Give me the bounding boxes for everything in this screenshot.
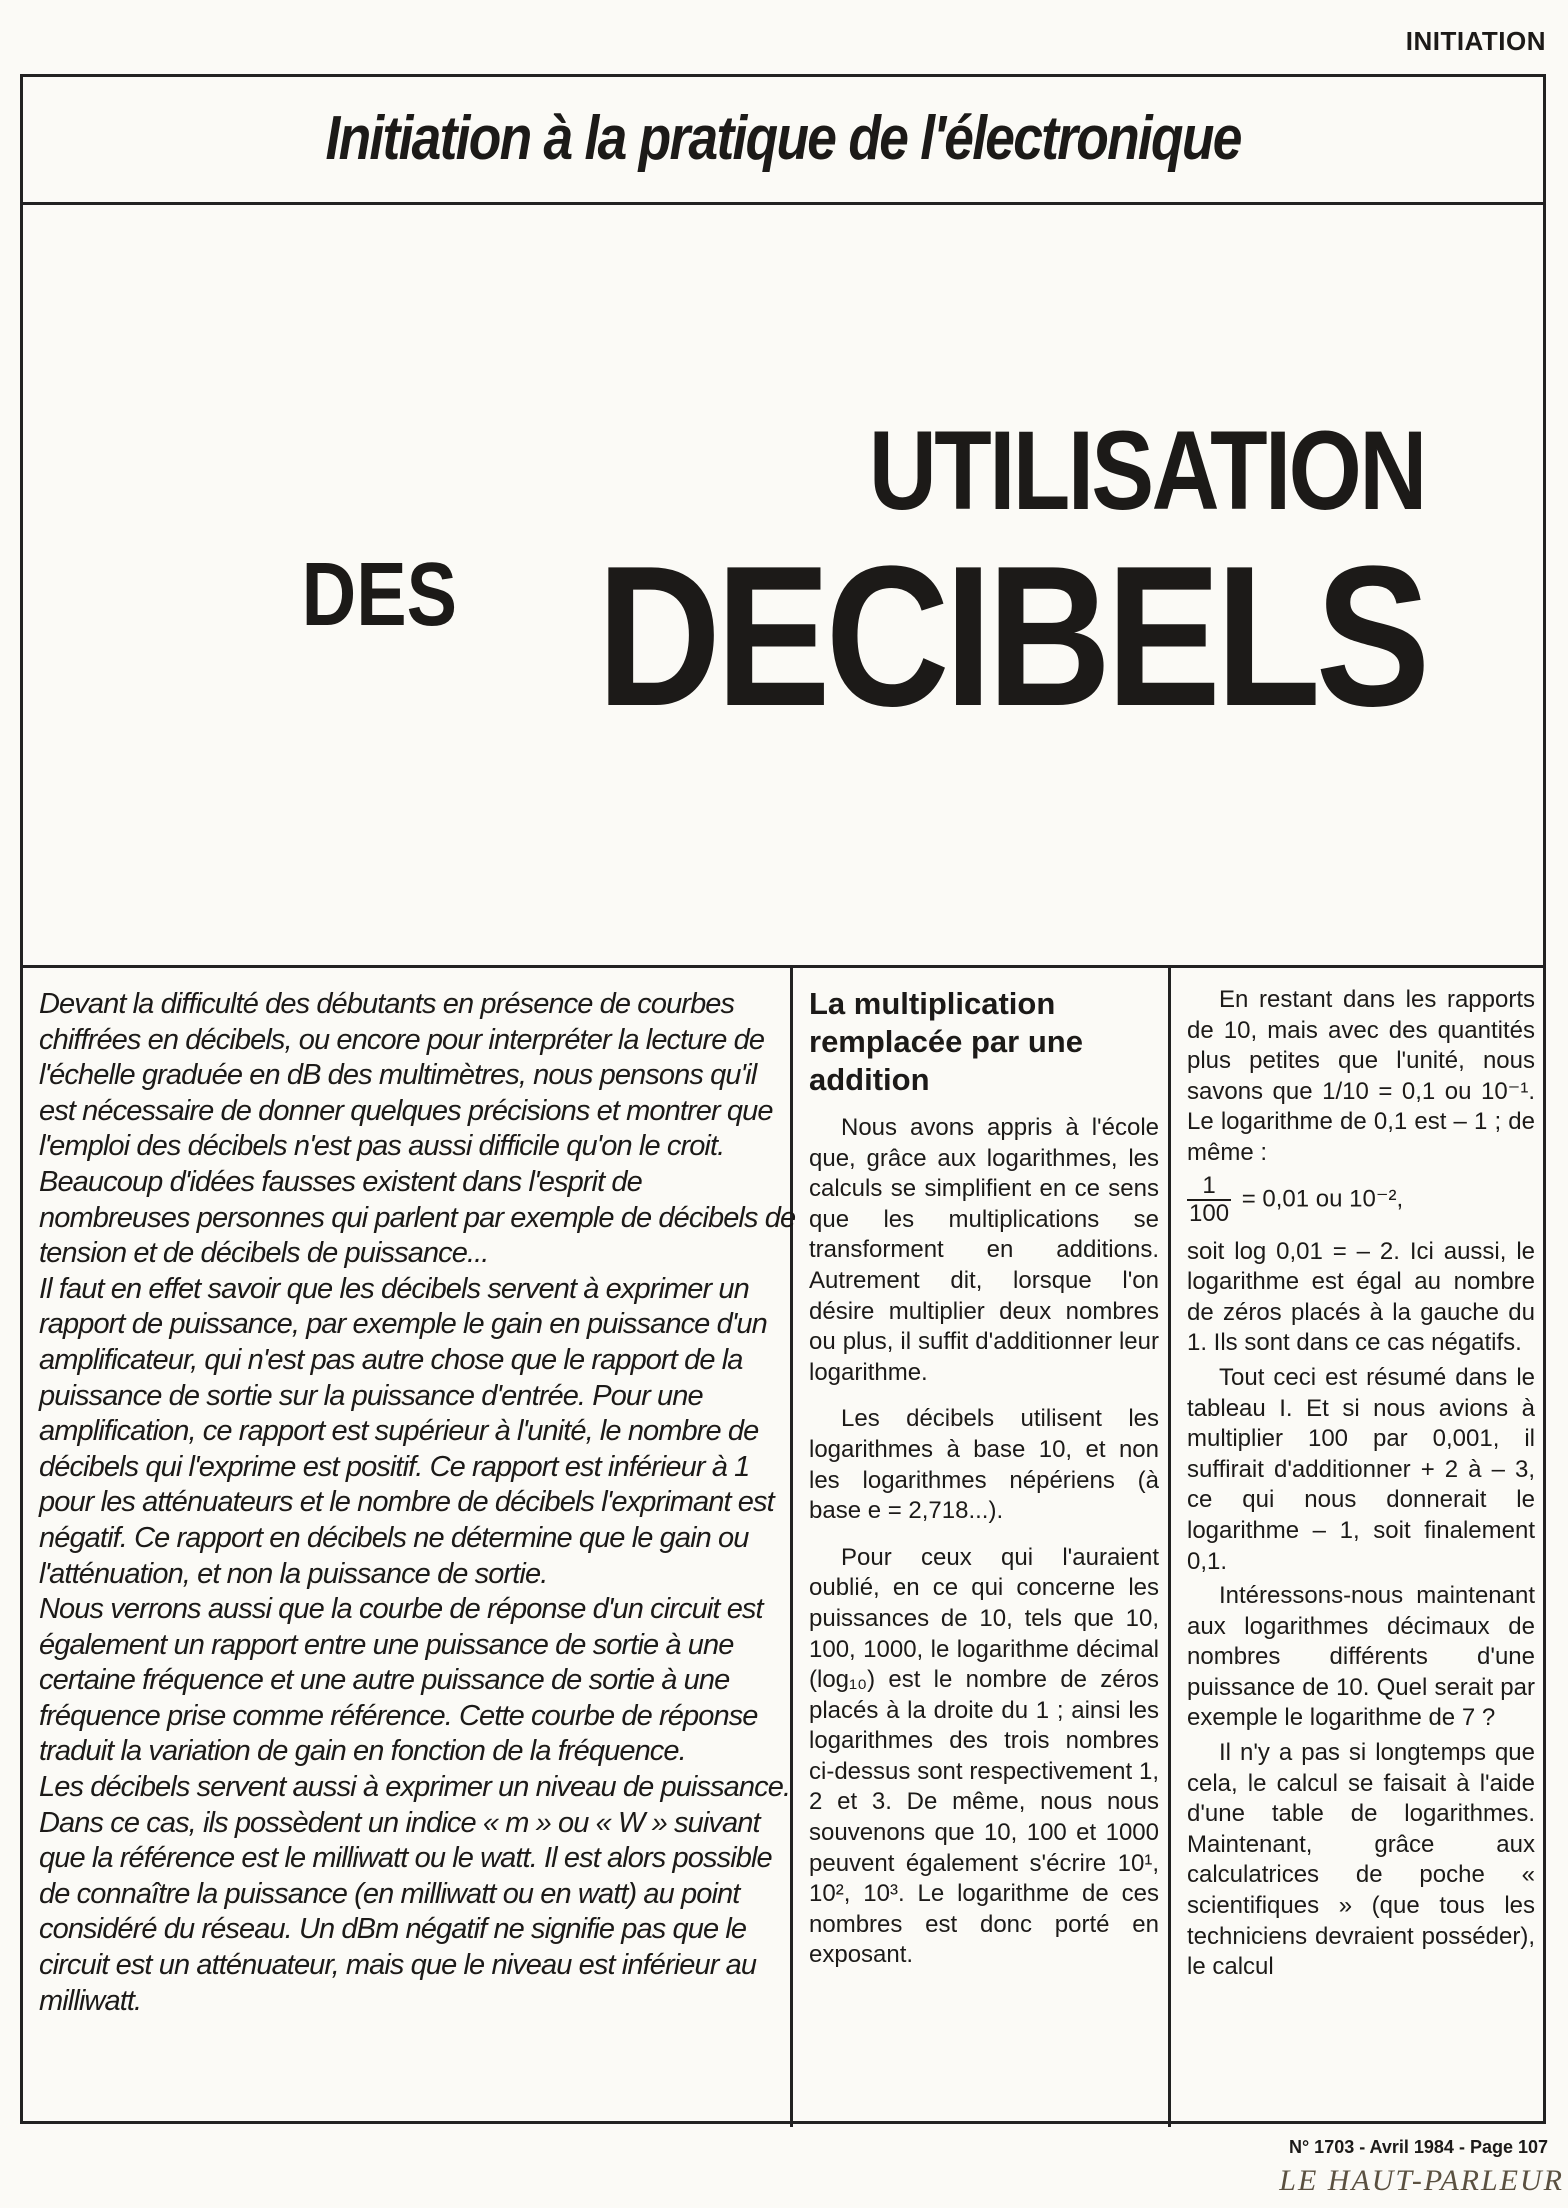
section-label: INITIATION <box>1405 26 1546 56</box>
fraction-numerator: 1 <box>1187 1173 1231 1201</box>
title-prefix: DES <box>301 545 458 645</box>
intro-paragraph: Nous verrons aussi que la courbe de réponse d'un circuit est également un rapport entre une puissance de sortie à une certaine fréquence et une autre puissance de sortie à une fréquence prise comme référence. Cette courbe de réponse traduit la variation de gain en fonction de la fréquence. <box>39 1593 763 1768</box>
fraction-result: = 0,01 ou 10⁻², <box>1241 1184 1404 1212</box>
body-paragraph: Pour ceux qui l'auraient oublié, en ce qui concerne les puissances de 10, tels que 10, 100, 1000, le logarithme décimal (log₁₀) est le nombre de zéros placés à la droite du 1 ; ainsi les logarithmes des trois nombres ci-dessus sont respectivement 1, 2 et 3. De même, nous nous souvenons que 10, 100 et 1000 peuvent également s'écrire 10¹, 10², 10³. Le logarithme de ces nombres est donc porté en exposant. <box>809 1543 1159 1969</box>
section-heading: La multiplication remplacée par une addition <box>809 986 1083 1097</box>
body-column-2 <box>809 985 1159 1987</box>
column-divider-2 <box>1168 965 1171 2127</box>
handwritten-note: LE HAUT-PARLEUR <box>1279 2164 1564 2197</box>
kicker-title: Initiation à la pratique de l'électronique <box>325 104 1241 173</box>
body-paragraph: Les décibels utilisent les logarithmes à base 10, et non les logarithmes népériens (à base e = 2,718...). <box>809 1405 1159 1525</box>
article-frame <box>20 74 1546 2124</box>
body-paragraph: Il n'y a pas si longtemps que cela, le calcul se faisait à l'aide d'une table de logarithmes. Maintenant, grâce aux calculatrices de poche « scientifiques » (que tous les techniciens devraient posséder), le calcul <box>1187 1739 1535 1981</box>
intro-paragraph: Il faut en effet savoir que les décibels servent à exprimer un rapport de puissance, par exemple le gain en puissance d'un amplificateur, qui n'est pas autre chose que le rapport de la puissance de sortie sur la puissance d'entrée. Pour une amplification, ce rapport est supérieur à l'unité, le nombre de décibels qui l'exprime est positif. Ce rapport est inférieur à 1 pour les atténuateurs et le nombre de décibels l'exprimant est négatif. Ce rapport en décibels ne détermine que le gain ou l'atténuation, et non la puissance de sortie. <box>39 1272 774 1590</box>
body-paragraph: Intéressons-nous maintenant aux logarithmes décimaux de nombres différents d'une puissance de 10. Quel serait par exemple le logarithme de 7 ? <box>1187 1582 1535 1732</box>
body-paragraph: Nous avons appris à l'école que, grâce aux logarithmes, les calculs se simplifient en ce sens que les multiplications se transforment en additions. Autrement dit, lorsque l'on désire multiplier deux nombres ou plus, il suffit d'additionner leur logarithme. <box>809 1114 1159 1386</box>
title-line-2 <box>272 522 1425 752</box>
title-main: DECIBELS <box>596 525 1425 748</box>
intro-paragraph: Beaucoup d'idées fausses existent dans l'esprit de nombreuses personnes qui parlent par exemple de décibels de tension et de décibels de puissance... <box>39 1165 796 1270</box>
body-paragraph: Tout ceci est résumé dans le tableau I. Et si nous avions à multiplier 100 par 0,001, il suffirait d'additionner + 2 à – 3, ce qui nous donnerait le logarithme – 1, soit finalement 0,1. <box>1187 1363 1535 1575</box>
fraction <box>1187 1173 1231 1227</box>
intro-paragraph: Les décibels servent aussi à exprimer un niveau de puissance. Dans ce cas, ils possèdent un indice « m » ou « W » suivant que la référence est le milliwatt ou le watt. Il est alors possible de connaître la puissance (en milliwatt ou en watt) au point considéré du réseau. Un dBm négatif ne signifie pas que le circuit est un atténuateur, mais que le niveau est inférieur au milliwatt. <box>39 1771 791 2017</box>
title-line-1: UTILISATION <box>869 408 1425 533</box>
body-paragraph: En restant dans les rapports de 10, mais avec des quantités plus petites que l'unité, nous savons que 1/10 = 0,1 ou 10⁻¹. Le logarithme de 0,1 est – 1 ; de même : <box>1187 986 1535 1166</box>
intro-paragraph: Devant la difficulté des débutants en présence de courbes chiffrées en décibels, ou encore pour interpréter la lecture de l'échelle graduée en dB des multimètres, nous pensons qu'il est nécessaire de donner quelques précisions et montrer que l'emploi des décibels n'est pas aussi difficile qu'on le croit. <box>39 988 773 1163</box>
fraction-equation <box>1187 1173 1535 1227</box>
kicker-banner <box>23 77 1543 205</box>
page-footer: N° 1703 - Avril 1984 - Page 107 <box>1288 2137 1548 2157</box>
body-paragraph: soit log 0,01 = – 2. Ici aussi, le logarithme est égal au nombre de zéros placés à la gauche du 1. Ils sont dans ce cas négatifs. <box>1187 1237 1535 1357</box>
body-divider <box>23 965 1543 968</box>
fraction-denominator: 100 <box>1189 1199 1230 1227</box>
intro-column <box>39 987 799 2019</box>
body-column-3 <box>1187 985 1535 1999</box>
